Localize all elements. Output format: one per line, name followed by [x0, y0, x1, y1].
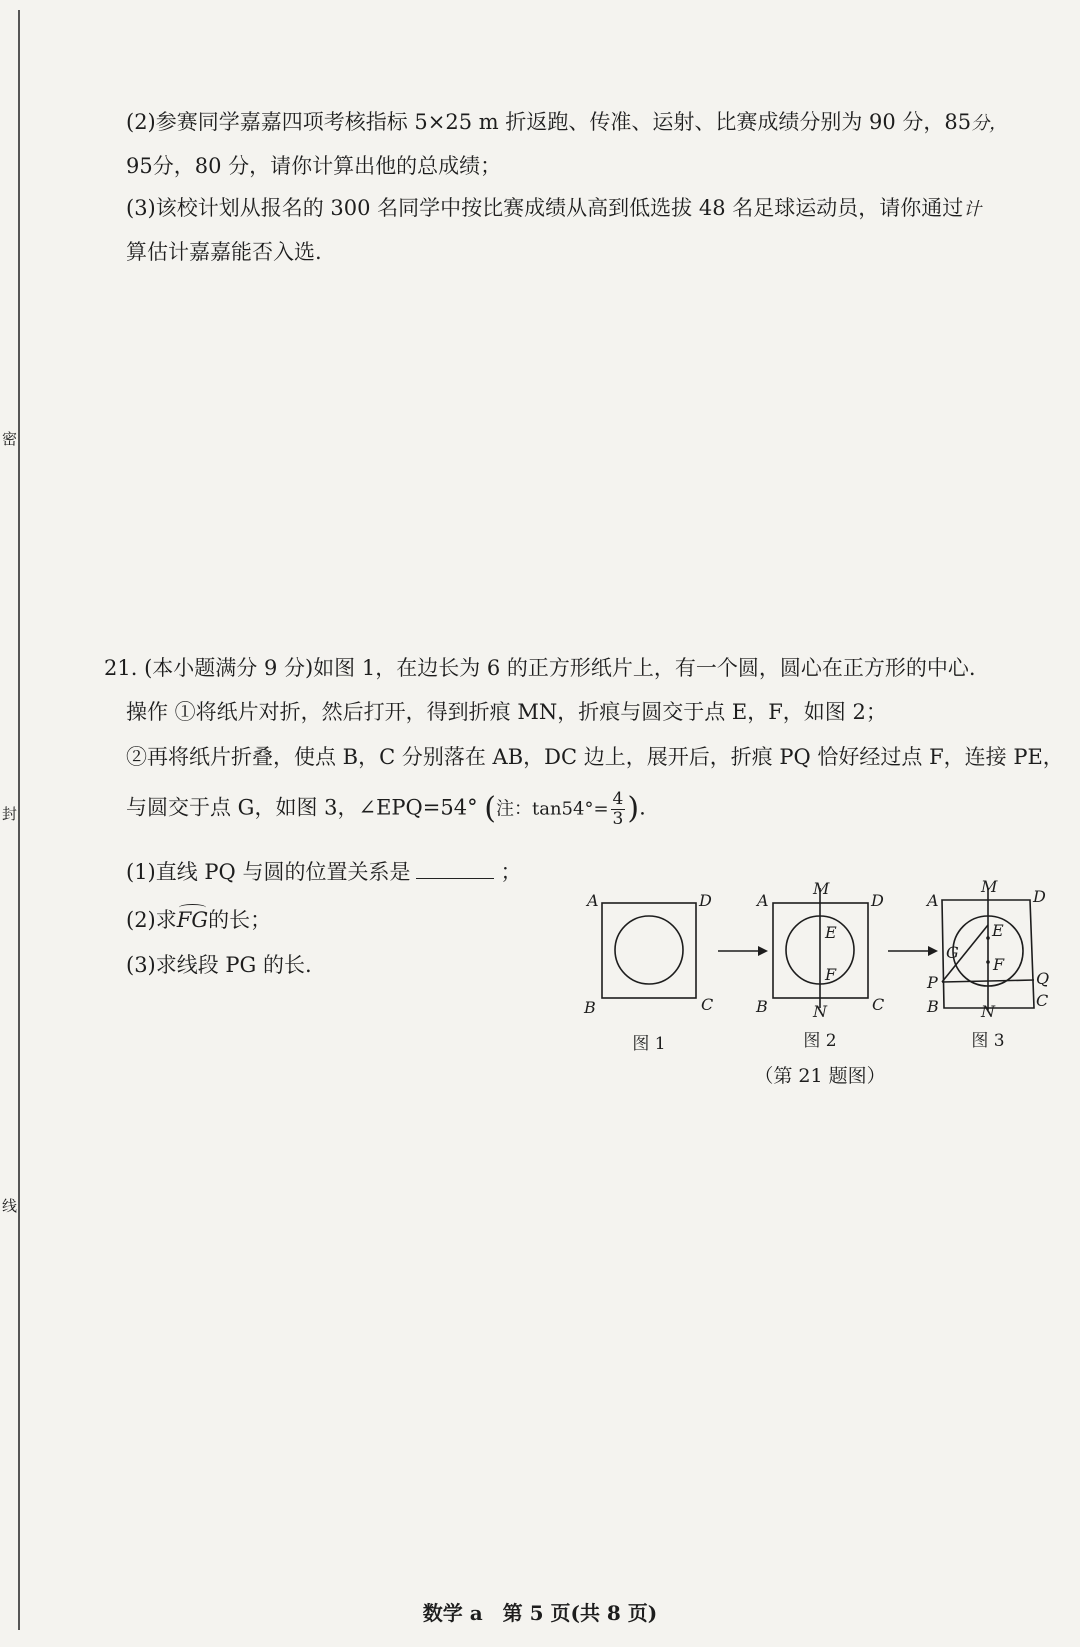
- arrow-1-head: [758, 946, 768, 956]
- fig1-circle: [615, 916, 683, 984]
- arc-fg: FG: [176, 908, 209, 932]
- fig2-label-m: M: [813, 879, 830, 898]
- fig1-label-d: D: [699, 891, 712, 910]
- q21-note: 注：tan54°=: [495, 798, 609, 820]
- q21-operation-1: 操作 ①将纸片对折，然后打开，得到折痕 MN，折痕与圆交于点 E，F，如图 2；: [126, 700, 887, 724]
- fig1-label-c: C: [701, 995, 714, 1014]
- q21-operation-3-end: .: [639, 795, 646, 820]
- q21-operation-2: ②再将纸片折叠，使点 B，C 分别落在 AB，DC 边上，展开后，折痕 PQ 恰好经过点 F，连接 PE，: [126, 745, 1064, 769]
- q20-part2-line2: 95分，80 分，请你计算出他的总成绩；: [126, 154, 502, 178]
- fig3-label-d: D: [1033, 887, 1046, 906]
- fig2-label-d: D: [871, 891, 884, 910]
- fig2-label-c: C: [872, 995, 885, 1014]
- q20-part3-text: (3)该校计划从报名的 300 名同学中按比赛成绩从高到低选拔 48 名足球运动员，请你通过: [126, 196, 964, 220]
- fig3-crease-pq: [942, 980, 1034, 982]
- q21-intro: 21. (本小题满分 9 分)如图 1，在边长为 6 的正方形纸片上，有一个圆，圆心在正方形的中心.: [104, 656, 976, 680]
- fig1-label-b: B: [584, 998, 596, 1017]
- fig3-label-p: P: [927, 973, 938, 992]
- fraction-numerator: 4: [612, 789, 624, 809]
- fig3-label-a: A: [927, 891, 939, 910]
- fig3-label-m: M: [981, 877, 998, 896]
- fig2-label-b: B: [756, 997, 768, 1016]
- left-paren: (: [484, 791, 496, 827]
- fig3-caption: 图 3: [971, 1031, 1005, 1051]
- q21-operation-3-text: 与圆交于点 G，如图 3，∠EPQ=54°: [126, 795, 478, 820]
- fig3-label-b: B: [927, 997, 939, 1016]
- fig1-label-a: A: [587, 891, 599, 910]
- page-footer: 数学 a 第 5 页(共 8 页): [422, 1601, 658, 1625]
- q20-part3-handwriting: 计: [963, 199, 982, 220]
- fig3-point-e: [986, 936, 990, 940]
- fig3-label-g: G: [946, 943, 959, 962]
- fig2-label-a: A: [757, 891, 769, 910]
- figure-group-caption: （第 21 题图）: [754, 1065, 886, 1087]
- fig2-label-n: N: [813, 1002, 827, 1021]
- q21-sub-3: (3)求线段 PG 的长.: [126, 953, 312, 977]
- fig3-point-f: [986, 960, 990, 964]
- right-paren: ): [627, 791, 640, 827]
- fig2-label-e: E: [825, 923, 837, 942]
- fig2-caption: 图 2: [803, 1031, 837, 1051]
- fig3-label-q: Q: [1036, 969, 1050, 988]
- binding-mark-feng: 封: [2, 805, 18, 823]
- fig3-label-n: N: [981, 1002, 995, 1021]
- binding-mark-xian: 线: [2, 1197, 18, 1215]
- fraction-denominator: 3: [612, 808, 624, 829]
- arrow-2-head: [928, 946, 938, 956]
- fig3-label-f: F: [993, 955, 1005, 974]
- q20-part2-handwriting: 分，: [971, 113, 1008, 134]
- q21-sub-2-post: 的长；: [208, 908, 272, 932]
- fig1-caption: 图 1: [632, 1034, 666, 1054]
- fig3-label-c: C: [1036, 991, 1049, 1010]
- fig2-label-f: F: [825, 965, 837, 984]
- q20-part3-line2: 算估计嘉嘉能否入选.: [126, 240, 322, 264]
- q21-sub-1-text: (1)直线 PQ 与圆的位置关系是: [126, 860, 411, 884]
- q20-part2-text: (2)参赛同学嘉嘉四项考核指标 5×25 m 折返跑、传准、运射、比赛成绩分别为 90 分，85: [126, 110, 972, 134]
- fig3-label-e: E: [992, 921, 1004, 940]
- binding-mark-mi: 密: [2, 430, 18, 448]
- q21-sub-1-end: ；: [500, 860, 522, 884]
- q21-sub-2-pre: (2)求: [126, 908, 177, 932]
